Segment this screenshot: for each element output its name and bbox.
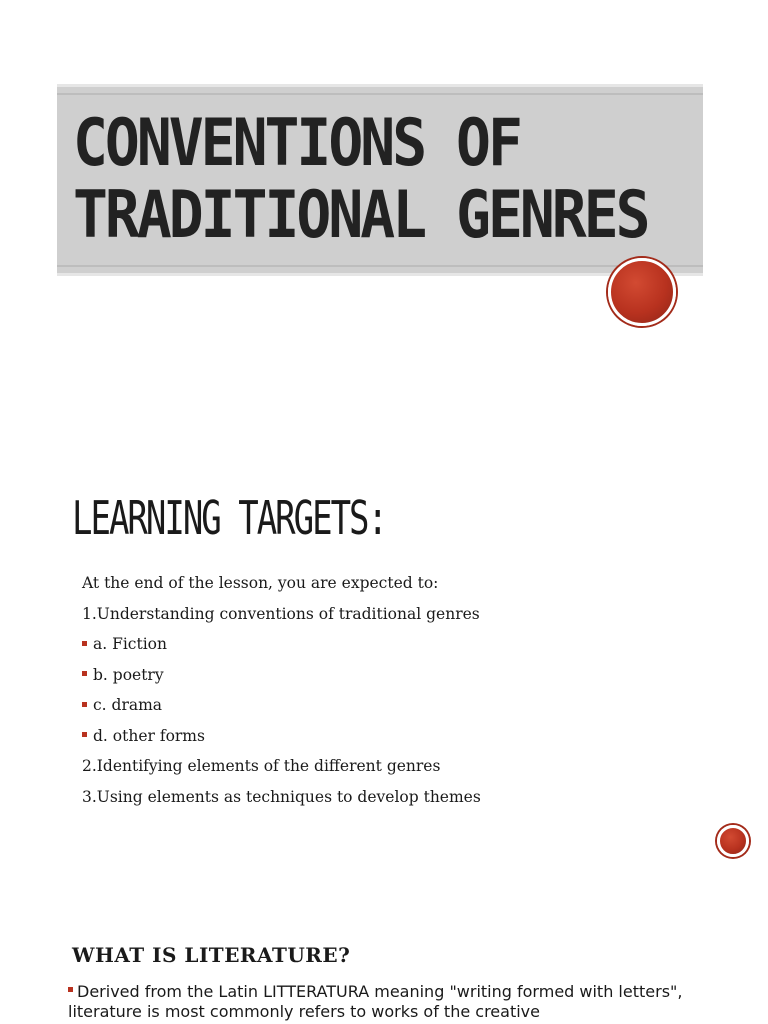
what-is-literature-heading: WHAT IS LITERATURE?: [72, 943, 351, 967]
red-circle-decoration: [608, 258, 676, 326]
learning-targets-heading: LEARNING TARGETS:: [72, 492, 386, 546]
list-item-text: d. other forms: [93, 726, 205, 745]
slide-title: [0, 0, 768, 400]
slide-learning-targets: [0, 400, 768, 900]
title-band: [57, 84, 703, 276]
literature-definition-text: Derived from the Latin LITTERATURA meaning "writing formed with letters", literature is most commonly refers to works of the creative: [68, 982, 683, 1021]
list-item-text: 2.Identifying elements of the different genres: [82, 757, 441, 775]
list-item-text: a. Fiction: [93, 635, 167, 653]
list-item: [72, 782, 712, 813]
slide-what-is-literature: [0, 930, 768, 1024]
list-item: [72, 660, 712, 691]
square-bullet-icon: [82, 702, 87, 707]
square-bullet-icon: [82, 671, 87, 676]
learning-targets-list: [72, 568, 712, 812]
list-item-text: b. poetry: [93, 665, 164, 684]
literature-definition: [68, 982, 728, 1022]
list-item-text: 3.Using elements as techniques to develop themes: [82, 787, 481, 806]
list-item: [72, 751, 712, 782]
list-item: [72, 721, 712, 752]
red-circle-decoration: [717, 825, 749, 857]
list-item: [72, 629, 712, 660]
list-item: [72, 568, 712, 599]
list-item-text: At the end of the lesson, you are expected to:: [82, 574, 439, 592]
square-bullet-icon: [82, 732, 87, 737]
square-bullet-icon: [82, 641, 87, 646]
list-item: [72, 690, 712, 721]
slide-title-text: CONVENTIONS OF TRADITIONAL GENRES: [73, 104, 648, 253]
list-item: [72, 599, 712, 630]
square-bullet-icon: [68, 987, 73, 992]
list-item-text: 1.Understanding conventions of traditional genres: [82, 604, 480, 623]
list-item-text: c. drama: [93, 696, 163, 714]
